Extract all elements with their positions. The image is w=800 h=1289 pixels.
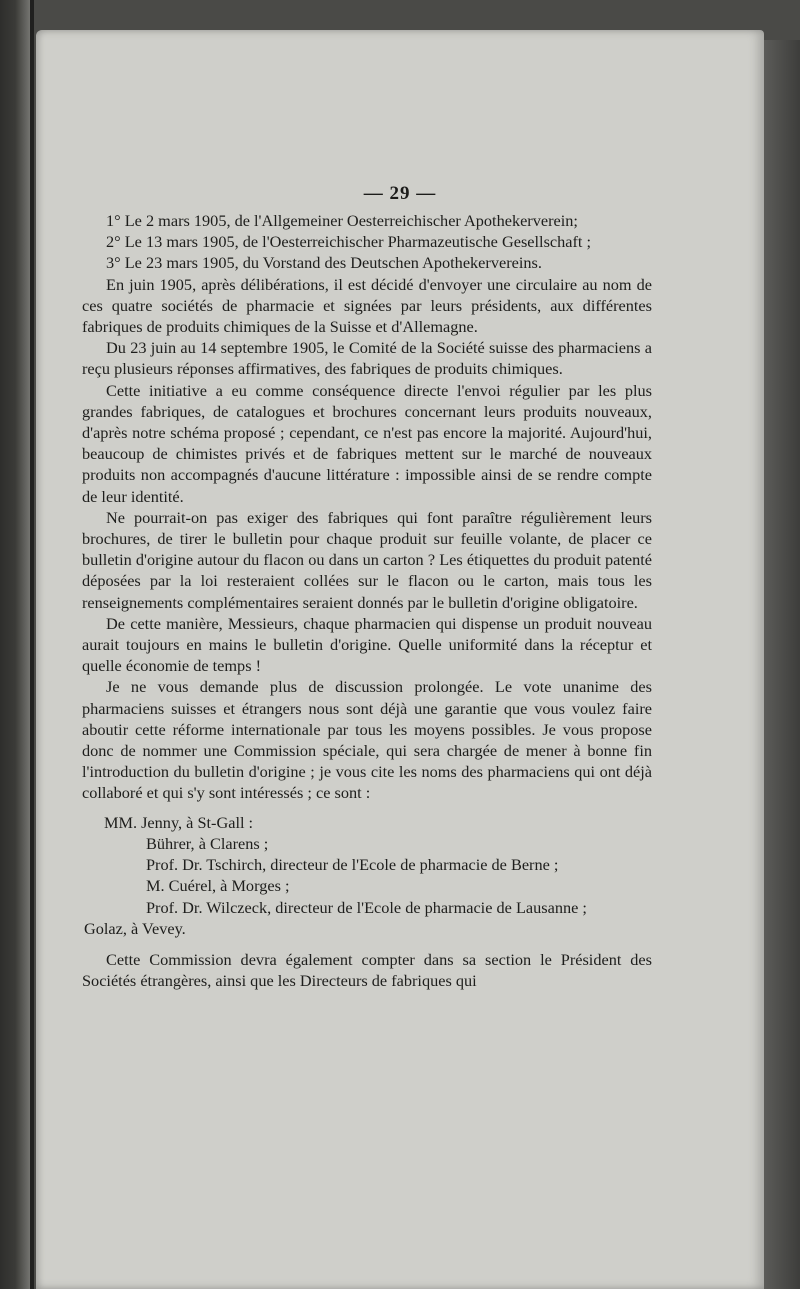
page-body (82, 210, 652, 991)
paragraph-proposal: Ne pourrait-on pas exiger des fabriques qui font paraître régulièrement leurs brochures, de tirer le bulletin pour chaque produit sur feuille volante, de placer ce bulletin d'origine autour du flacon ou dans un carton ? Les étiquettes du produit patenté déposées par la loi resteraient collées sur le flacon ou le carton, mais tous les renseignements complémentaires seraient donnés par le bulletin d'origine obligatoire. (82, 507, 652, 612)
name-entry: Golaz, à Vevey. (84, 918, 186, 938)
paragraph-item-1: 1° Le 2 mars 1905, de l'Allgemeiner Oesterreichischer Apothekerverein; (106, 211, 578, 230)
paragraph-commission: Je ne vous demande plus de discussion prolongée. Le vote unanime des pharmaciens suisses et étrangers nous sont déjà une garantie que vous voulez faire aboutir cette réforme internationale par tous les moyens possibles. Je vous propose donc de nommer une Commission spéciale, qui sera chargée de mener à bonne fin l'introduction du bulletin d'origine ; je vous cite les noms des pharmaciens qui ont déjà collaboré et qui s'y sont intéressés ; ce sont : (82, 677, 652, 803)
book-binding-edge (0, 0, 34, 1289)
paragraph-uniformity: De cette manière, Messieurs, chaque pharmacien qui dispense un produit nouveau aurait toujours en mains le bulletin d'origine. Quelle uniformité dans la réceptur et quelle économie de temps ! (82, 613, 652, 676)
paragraph-june-circular: En juin 1905, après délibérations, il est décidé d'envoyer une circulaire au nom de ces quatre sociétés de pharmacie et signées par leurs présidents, aux différentes fabriques de produits chimiques de la Suisse et d'Allemagne. (82, 274, 652, 337)
paragraph-item-3: 3° Le 23 mars 1905, du Vorstand des Deutschen Apothekervereins. (106, 253, 542, 273)
name-entry: Prof. Dr. Tschirch, directeur de l'Ecole de pharmacie de Berne ; (146, 855, 559, 875)
name-entry: Bührer, à Clarens ; (146, 833, 269, 853)
name-entry: M. Cuérel, à Morges ; (146, 876, 290, 896)
book-page (36, 30, 764, 1289)
name-entry: Prof. Dr. Wilczeck, directeur de l'Ecole de pharmacie de Lausanne ; (146, 897, 587, 917)
paragraph-closing: Cette Commission devra également compter dans sa section le Président des Sociétés étrangères, ainsi que les Directeurs de fabriques qui (82, 949, 652, 991)
scan-background-right (764, 40, 800, 1289)
names-list (82, 812, 652, 939)
page-number: — 29 — (363, 183, 437, 204)
paragraph-item-2: 2° Le 13 mars 1905, de l'Oesterreichischer Pharmazeutische Gesellschaft ; (106, 232, 592, 252)
paragraph-responses: Du 23 juin au 14 septembre 1905, le Comité de la Société suisse des pharmaciens a reçu plusieurs réponses affirmatives, des fabriques de produits chimiques. (82, 338, 652, 379)
paragraph-initiative: Cette initiative a eu comme conséquence directe l'envoi régulier par les plus grandes fabriques, de catalogues et brochures concernant leurs produits nouveaux, d'après notre schéma proposé ; cependant, ce n'est pas encore la majorité. Aujourd'hui, beaucoup de chimistes privés et de fabriques mettent sur le marché de nouveaux produits non accompagnés d'aucune littérature : impossible ainsi de se rendre compte de leur identité. (82, 380, 652, 506)
name-entry: MM. Jenny, à St-Gall : (104, 812, 254, 832)
